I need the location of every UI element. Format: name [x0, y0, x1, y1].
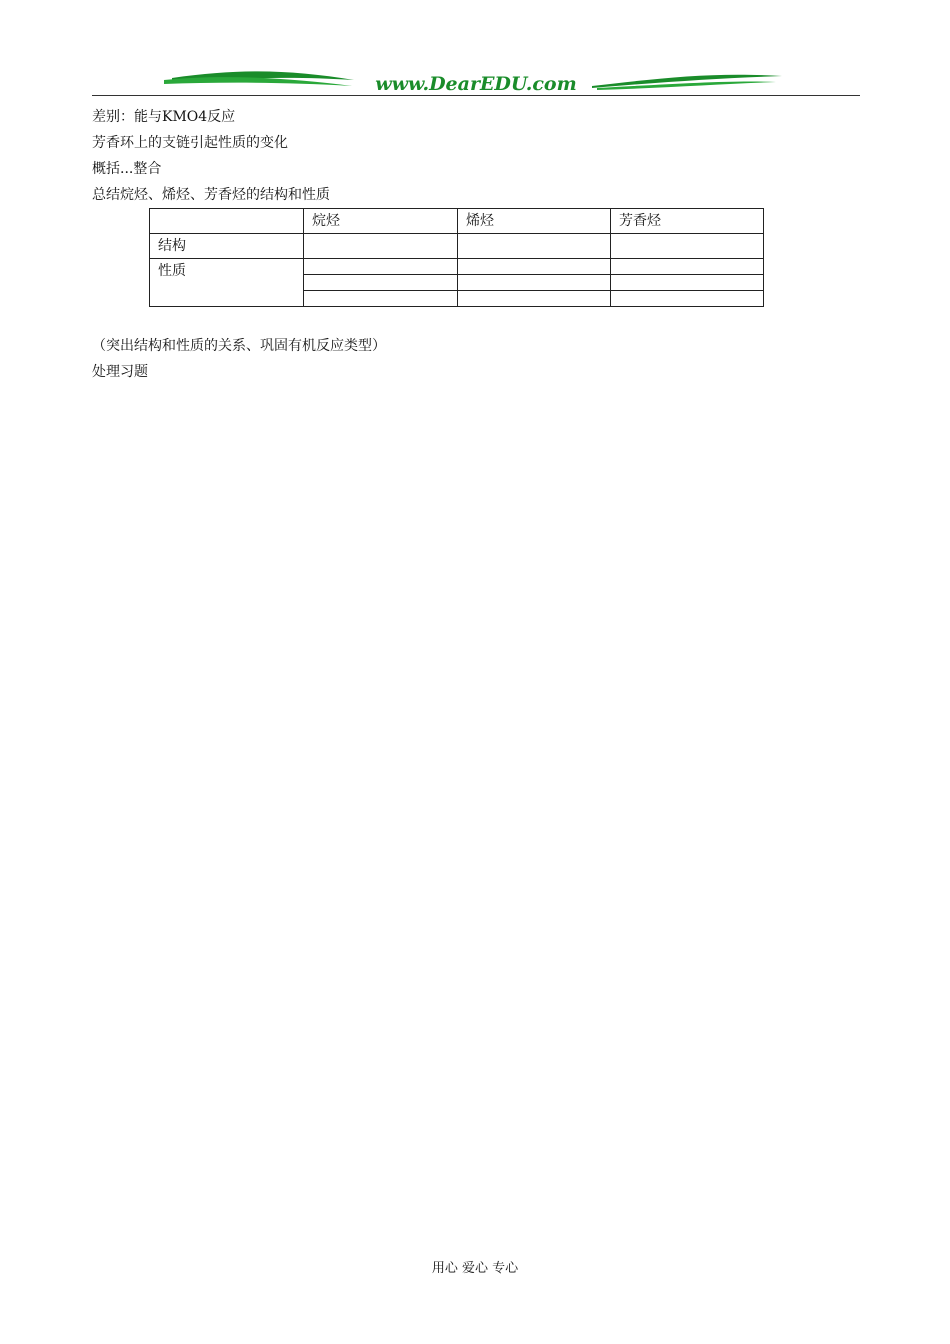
text-line-summary-title: 总结烷烃、烯烃、芳香烃的结构和性质: [92, 187, 330, 203]
table-cell: [458, 275, 611, 291]
table-cell: [611, 259, 764, 275]
text-line-exercises: 处理习题: [92, 364, 148, 380]
table-cell: [304, 291, 458, 307]
table-header-row: [150, 209, 764, 234]
text-line-difference: 差别：能与KMO4反应: [92, 109, 236, 125]
table-header-alkene: 烯烃: [458, 209, 611, 234]
table-header-empty: [150, 209, 304, 234]
page-footer: 用心 爱心 专心: [431, 1261, 519, 1276]
text-line-side-chain: 芳香环上的支链引起性质的变化: [92, 135, 288, 151]
table-header-aromatic: 芳香烃: [611, 209, 764, 234]
text-line-highlight-note: （突出结构和性质的关系、巩固有机反应类型）: [92, 338, 386, 354]
table-row-label-structure: 结构: [150, 234, 304, 259]
table-row-structure: [150, 234, 764, 259]
site-header-logo: [92, 66, 860, 98]
table-row-property: [150, 259, 764, 275]
table-cell: [304, 234, 458, 259]
header-rule: [92, 95, 860, 96]
document-body: [92, 104, 860, 385]
hydrocarbon-summary-table: [149, 208, 764, 307]
table-cell: [611, 234, 764, 259]
table-cell: [304, 259, 458, 275]
text-line-summary-integrate: 概括...整合: [92, 161, 162, 177]
text-after-table: [92, 333, 860, 385]
table-cell: [611, 275, 764, 291]
table-cell: [458, 259, 611, 275]
table-cell: [611, 291, 764, 307]
table-cell: [458, 234, 611, 259]
table-cell: [458, 291, 611, 307]
table-cell: [304, 275, 458, 291]
table-header-alkane: 烷烃: [304, 209, 458, 234]
table-row-label-property: 性质: [150, 259, 304, 307]
site-logo-text: www.DearEDU.com: [375, 73, 577, 95]
dearedu-logo: [92, 66, 860, 98]
